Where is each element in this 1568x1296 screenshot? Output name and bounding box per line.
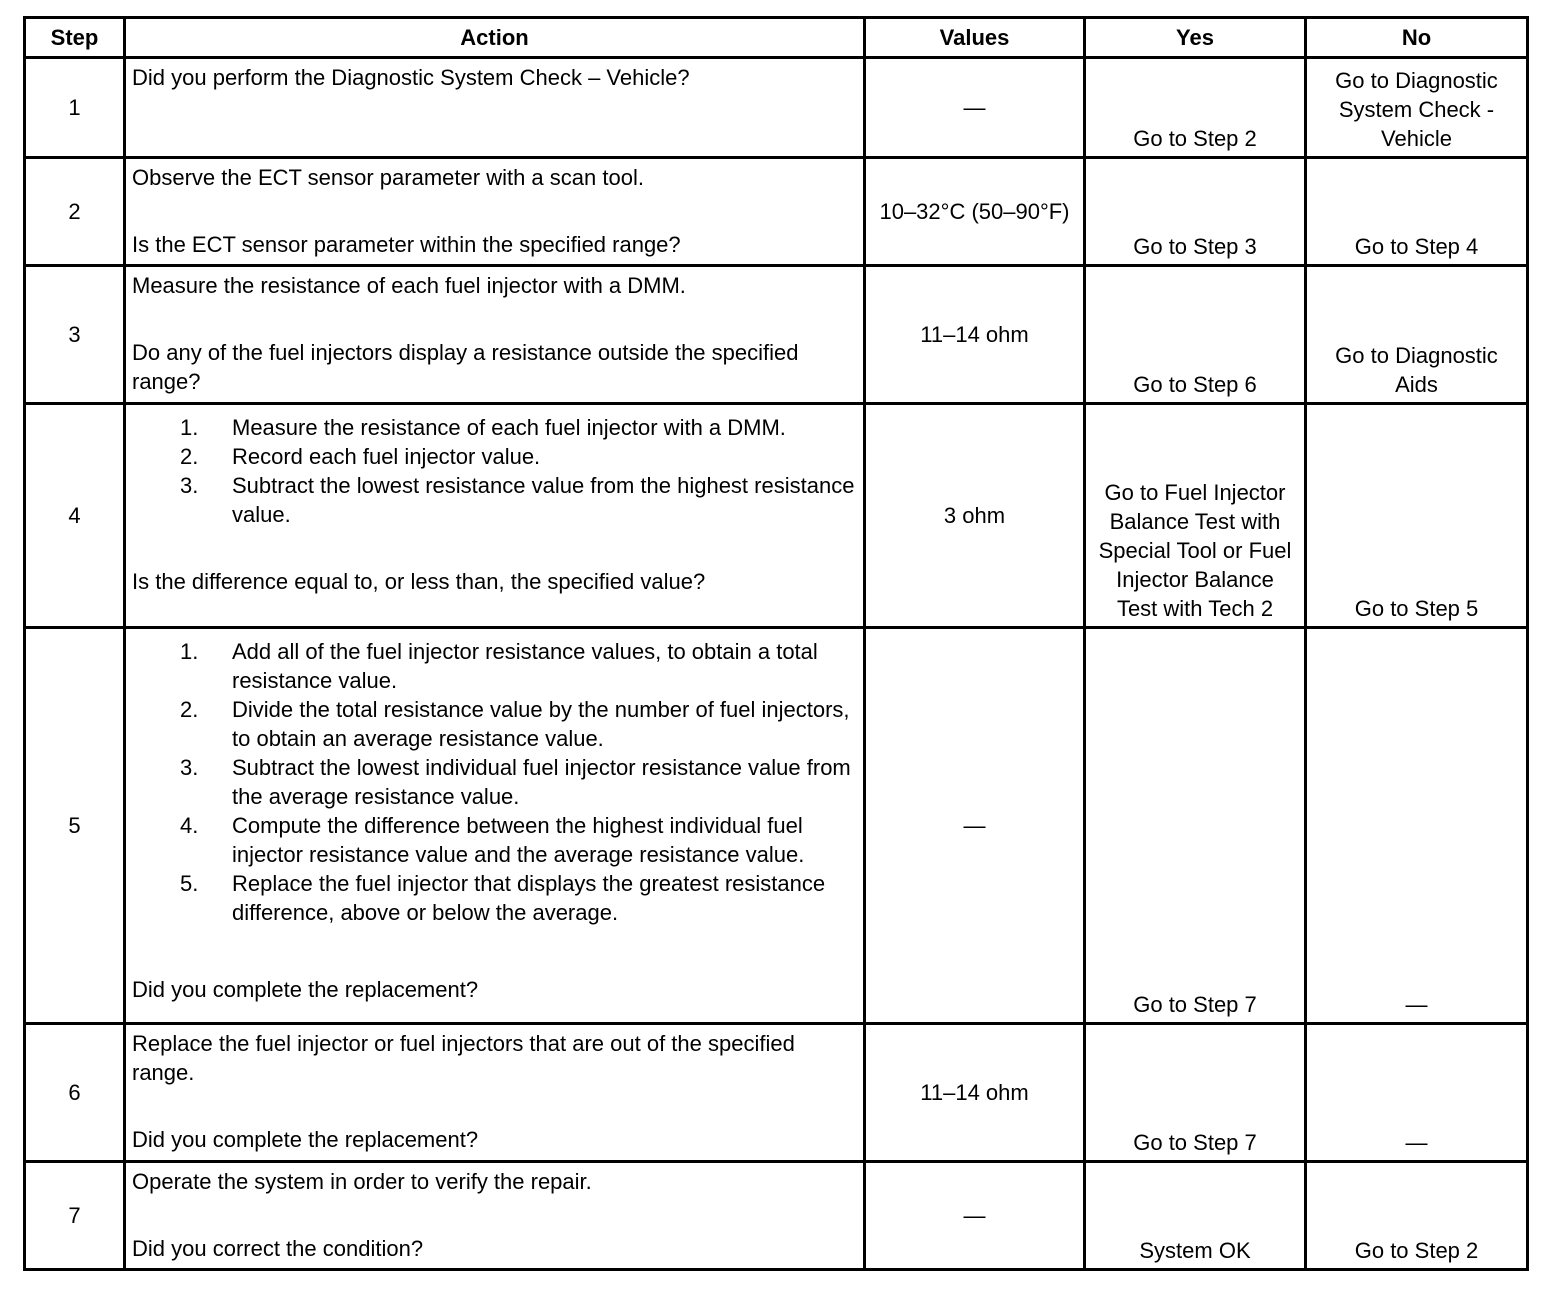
- action-cell: [125, 628, 865, 1024]
- action-question: Did you correct the condition?: [132, 1236, 424, 1261]
- values-cell: —: [865, 628, 1085, 1024]
- action-question: Do any of the fuel injectors display a resistance outside the specified range?: [132, 340, 799, 394]
- action-question: Did you complete the replacement?: [132, 1127, 479, 1152]
- no-cell: Go to Diagnostic System Check - Vehicle: [1306, 58, 1528, 158]
- no-cell: —: [1306, 628, 1528, 1024]
- values-cell: 11–14 ohm: [865, 1024, 1085, 1162]
- no-cell: Go to Diagnostic Aids: [1306, 266, 1528, 404]
- action-instruction: Observe the ECT sensor parameter with a scan tool.: [132, 165, 644, 190]
- header-yes: Yes: [1085, 18, 1306, 58]
- list-item: 2. Divide the total resistance value by the number of fuel injectors, to obtain an average resistance value.: [180, 697, 850, 751]
- no-cell: Go to Step 2: [1306, 1162, 1528, 1270]
- yes-cell: Go to Step 7: [1085, 1024, 1306, 1162]
- action-list: [132, 413, 857, 529]
- list-item: 4. Compute the difference between the highest individual fuel injector resistance value and the average resistance value.: [180, 813, 805, 867]
- action-question: Is the ECT sensor parameter within the specified range?: [132, 232, 681, 257]
- values-cell: 10–32°C (50–90°F): [865, 158, 1085, 266]
- action-question: Did you perform the Diagnostic System Check – Vehicle?: [132, 65, 690, 90]
- action-instruction: Operate the system in order to verify the repair.: [132, 1169, 592, 1194]
- list-item: 5. Replace the fuel injector that displays the greatest resistance difference, above or below the average.: [180, 871, 826, 925]
- action-cell: [125, 58, 865, 158]
- yes-cell: Go to Step 3: [1085, 158, 1306, 266]
- step-number: 1: [25, 58, 125, 158]
- yes-cell: Go to Step 2: [1085, 58, 1306, 158]
- table-row: [25, 266, 1528, 404]
- header-row: [25, 18, 1528, 58]
- header-step: Step: [25, 18, 125, 58]
- values-cell: —: [865, 58, 1085, 158]
- action-question: Did you complete the replacement?: [132, 977, 479, 1002]
- action-cell: [125, 266, 865, 404]
- step-number: 2: [25, 158, 125, 266]
- action-cell: [125, 158, 865, 266]
- table-row: [25, 58, 1528, 158]
- list-item: 2. Record each fuel injector value.: [180, 444, 541, 469]
- yes-cell: Go to Step 7: [1085, 628, 1306, 1024]
- action-cell: [125, 1024, 865, 1162]
- table-row: [25, 404, 1528, 628]
- action-instruction: Replace the fuel injector or fuel injectors that are out of the specified range.: [132, 1031, 795, 1085]
- list-item: 3. Subtract the lowest individual fuel injector resistance value from the average resistance value.: [180, 755, 851, 809]
- no-cell: Go to Step 5: [1306, 404, 1528, 628]
- table-row: [25, 158, 1528, 266]
- step-number: 3: [25, 266, 125, 404]
- yes-cell: Go to Fuel Injector Balance Test with Special Tool or Fuel Injector Balance Test with Tech 2: [1085, 404, 1306, 628]
- action-question: Is the difference equal to, or less than, the specified value?: [132, 569, 706, 594]
- action-cell: [125, 1162, 865, 1270]
- diagnostic-table: [23, 16, 1529, 1271]
- header-no: No: [1306, 18, 1528, 58]
- table-row: [25, 1162, 1528, 1270]
- step-number: 4: [25, 404, 125, 628]
- table-row: [25, 628, 1528, 1024]
- header-action: Action: [125, 18, 865, 58]
- action-list: [132, 637, 857, 927]
- yes-cell: Go to Step 6: [1085, 266, 1306, 404]
- values-cell: —: [865, 1162, 1085, 1270]
- yes-cell: System OK: [1085, 1162, 1306, 1270]
- table-row: [25, 1024, 1528, 1162]
- values-cell: 3 ohm: [865, 404, 1085, 628]
- list-item: 1. Measure the resistance of each fuel injector with a DMM.: [180, 415, 786, 440]
- action-instruction: Measure the resistance of each fuel injector with a DMM.: [132, 273, 686, 298]
- list-item: 1. Add all of the fuel injector resistance values, to obtain a total resistance value.: [180, 639, 818, 693]
- step-number: 6: [25, 1024, 125, 1162]
- step-number: 7: [25, 1162, 125, 1270]
- action-cell: [125, 404, 865, 628]
- list-item: 3. Subtract the lowest resistance value from the highest resistance value.: [180, 473, 855, 527]
- values-cell: 11–14 ohm: [865, 266, 1085, 404]
- no-cell: —: [1306, 1024, 1528, 1162]
- header-values: Values: [865, 18, 1085, 58]
- no-cell: Go to Step 4: [1306, 158, 1528, 266]
- step-number: 5: [25, 628, 125, 1024]
